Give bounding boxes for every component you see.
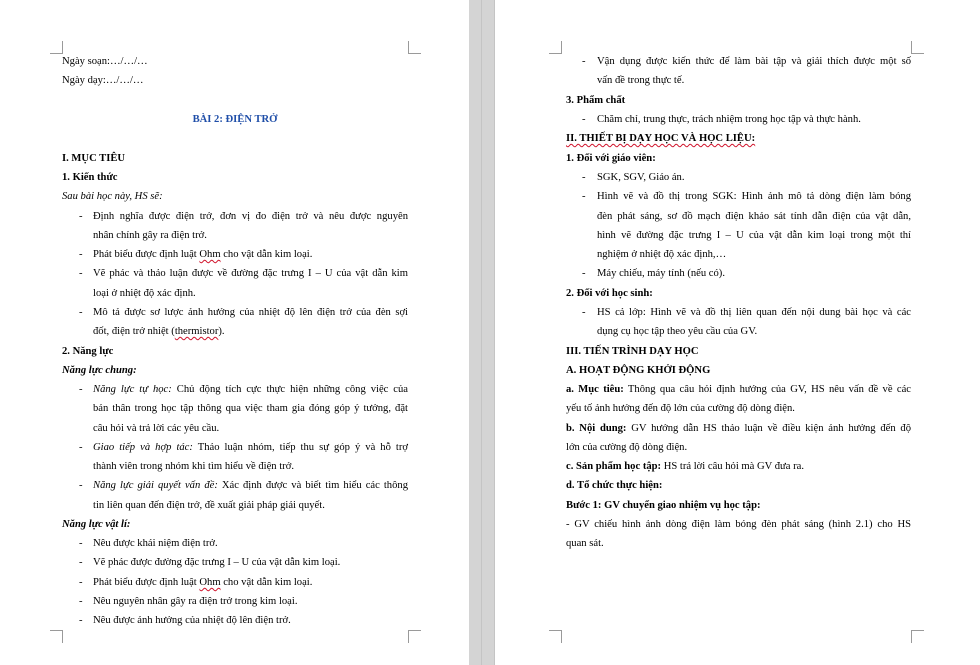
document-page-left <box>0 0 469 665</box>
knowledge-item-1-line-1: Định nghĩa được điện trở, đơn vị đo điện trở và nêu được nguyên <box>93 211 408 222</box>
text-run: Phát biểu được định luật <box>93 577 200 588</box>
general-item-2-line-1 <box>93 441 408 454</box>
objective-line-2: yếu tố ảnh hưởng đến độ lớn của cường độ dòng điện. <box>566 403 795 414</box>
knowledge-item-4-line-1: Mô tả được sơ lược ảnh hưởng của nhiệt độ lên điện trở của đèn sợi <box>93 307 408 318</box>
bullet-dash: - <box>79 268 83 279</box>
student-item-line-1: HS cả lớp: Hình vẽ và đồ thị liên quan đến nội dung bài học và các <box>597 307 911 318</box>
bullet-dash: - <box>582 307 586 318</box>
date-taught: Ngày dạy:…/…/… <box>62 75 144 86</box>
teacher-task-line-2: quan sát. <box>566 538 604 549</box>
grammar-flag: II. THIẾT BỊ DẠY HỌC VÀ HỌC LIỆU: <box>566 133 756 144</box>
text-run: GV hướng dẫn HS thảo luận về điều kiện ảnh hưởng đến độ <box>626 423 911 434</box>
general-item-2-line-2: thành viên trong nhóm khi tìm hiểu về điện trở. <box>93 461 294 472</box>
bullet-dash: - <box>582 268 586 279</box>
corner-mark <box>408 630 421 643</box>
bullet-dash: - <box>582 191 586 202</box>
physics-item-3 <box>93 576 312 589</box>
text-run: HS trả lời câu hỏi mà GV đưa ra. <box>661 461 805 472</box>
text-run: cho vật dẫn kim loại. <box>220 249 313 260</box>
text-run: Xác định được và biết tìm hiểu các thông <box>217 480 408 491</box>
corner-mark <box>549 630 562 643</box>
step-1-heading: Bước 1: GV chuyển giao nhiệm vụ học tập: <box>566 500 761 511</box>
heading-teaching-process: III. TIẾN TRÌNH DẠY HỌC <box>566 346 699 357</box>
item-label: Năng lực tự học: <box>93 384 172 395</box>
general-item-3-line-1 <box>93 479 408 492</box>
bullet-dash: - <box>79 307 83 318</box>
text-run: Thông qua câu hỏi định hướng của GV, HS nêu vấn đề về các <box>623 384 911 395</box>
physics-item-4: Nêu nguyên nhân gây ra điện trở trong kim loại. <box>93 596 298 607</box>
content-line-2: lớn của cường độ dòng điện. <box>566 442 688 453</box>
heading-qualities: 3. Phẩm chất <box>566 95 626 106</box>
general-item-1-line-1 <box>93 383 408 396</box>
bullet-dash: - <box>79 480 83 491</box>
teacher-item-2-line-4: nghiệm ở nhiệt độ xác định,… <box>597 249 727 260</box>
text-run: Chủ động tích cực thực hiện những công việc của <box>171 384 409 395</box>
general-item-1-line-3: câu hỏi và trả lời các yêu cầu. <box>93 423 220 434</box>
corner-mark <box>911 41 924 54</box>
item-label: b. Nội dung: <box>566 423 627 434</box>
intro-text: Sau bài học này, HS sẽ: <box>62 191 163 202</box>
bullet-dash: - <box>79 615 83 626</box>
heading-equipment <box>566 132 755 145</box>
item-label: Giao tiếp và hợp tác: <box>93 442 193 453</box>
bullet-dash: - <box>79 384 83 395</box>
page-divider <box>481 0 482 665</box>
teacher-item-2-line-2: đèn phát sáng, sơ đồ mạch điện khảo sát tính dẫn điện của vật dẫn, <box>597 211 911 222</box>
product-line <box>566 460 804 473</box>
physics-item-5: Nêu được ảnh hưởng của nhiệt độ lên điện trở. <box>93 615 291 626</box>
bullet-dash: - <box>582 172 586 183</box>
heading-warmup-activity: A. HOẠT ĐỘNG KHỞI ĐỘNG <box>566 365 711 376</box>
bullet-dash: - <box>79 577 83 588</box>
corner-mark <box>408 41 421 54</box>
qualities-item: Chăm chỉ, trung thực, trách nhiệm trong học tập và thực hành. <box>597 114 861 125</box>
bullet-dash: - <box>79 557 83 568</box>
bullet-dash: - <box>582 114 586 125</box>
heading-for-student: 2. Đối với học sinh: <box>566 288 653 299</box>
general-item-3-line-2: tin liên quan đến điện trở, đề xuất giải pháp giải quyết. <box>93 500 325 511</box>
bullet-dash: - <box>79 596 83 607</box>
text-run: đốt, điện trở nhiệt ( <box>93 326 175 337</box>
bullet-dash: - <box>79 249 83 260</box>
text-run: ). <box>218 326 225 337</box>
corner-mark <box>549 41 562 54</box>
bullet-dash: - <box>582 56 586 67</box>
lesson-title: BÀI 2: ĐIỆN TRỞ <box>192 114 278 125</box>
corner-mark <box>911 630 924 643</box>
student-item-line-2: dụng cụ học tập theo yêu cầu của GV. <box>597 326 758 337</box>
page-gap <box>469 0 495 665</box>
knowledge-item-2 <box>93 248 312 261</box>
apply-item-line-1: Vận dụng được kiến thức để làm bài tập và giải thích được một số <box>597 56 911 67</box>
content-line-1 <box>566 422 911 435</box>
physics-item-2: Vẽ phác được đường đặc trưng I – U của vật dẫn kim loại. <box>93 557 341 568</box>
knowledge-item-4-line-2 <box>93 325 225 338</box>
teacher-item-3: Máy chiếu, máy tính (nếu có). <box>597 268 725 279</box>
bullet-dash: - <box>79 538 83 549</box>
knowledge-item-3-line-1: Vẽ phác và thảo luận được về đường đặc trưng I – U của vật dẫn kim <box>93 268 408 279</box>
objective-line-1 <box>566 383 911 396</box>
bullet-dash: - <box>79 442 83 453</box>
teacher-item-2-line-3: hình vẽ đường đặc trưng I – U của vật dẫn kim loại trong một thí <box>597 230 911 241</box>
apply-item-line-2: vấn đề trong thực tế. <box>597 75 685 86</box>
teacher-item-2-line-1: Hình vẽ và đồ thị trong SGK: Hình ảnh mô tả dòng điện làm bóng <box>597 191 911 202</box>
spell-flag: Ohm <box>199 249 221 260</box>
corner-mark <box>50 630 63 643</box>
text-run: Thảo luận nhóm, tiếp thu sự góp ý và hỗ trợ <box>192 442 408 453</box>
date-prepared: Ngày soạn:…/…/… <box>62 56 148 67</box>
heading-knowledge: 1. Kiến thức <box>62 172 118 183</box>
organization-heading: d. Tổ chức thực hiện: <box>566 480 663 491</box>
item-label: Năng lực giải quyết vấn đề: <box>93 480 218 491</box>
bullet-dash: - <box>79 211 83 222</box>
item-label: c. Sản phẩm học tập: <box>566 461 662 472</box>
spell-flag: thermistor <box>174 326 219 337</box>
heading-physics-competence: Năng lực vật lí: <box>62 519 131 530</box>
heading-general-competence: Năng lực chung: <box>62 365 137 376</box>
corner-mark <box>50 41 63 54</box>
spell-flag: Ohm <box>199 577 221 588</box>
knowledge-item-1-line-2: nhân chính gây ra điện trở. <box>93 230 207 241</box>
heading-objectives: I. MỤC TIÊU <box>62 153 126 164</box>
teacher-item-1: SGK, SGV, Giáo án. <box>597 172 685 183</box>
text-run: cho vật dẫn kim loại. <box>220 577 313 588</box>
heading-competence: 2. Năng lực <box>62 346 114 357</box>
text-run: Phát biểu được định luật <box>93 249 200 260</box>
item-label: a. Mục tiêu: <box>566 384 624 395</box>
physics-item-1: Nêu được khái niệm điện trở. <box>93 538 218 549</box>
heading-for-teacher: 1. Đối với giáo viên: <box>566 153 656 164</box>
document-page-right <box>495 0 980 665</box>
general-item-1-line-2: bản thân trong học tập thông qua việc tham gia đóng góp ý tưởng, đặt <box>93 403 408 414</box>
teacher-task-line-1: - GV chiếu hình ảnh dòng điện làm bóng đèn phát sáng (hình 2.1) cho HS <box>566 519 911 530</box>
knowledge-item-3-line-2: loại ở nhiệt độ xác định. <box>93 288 196 299</box>
